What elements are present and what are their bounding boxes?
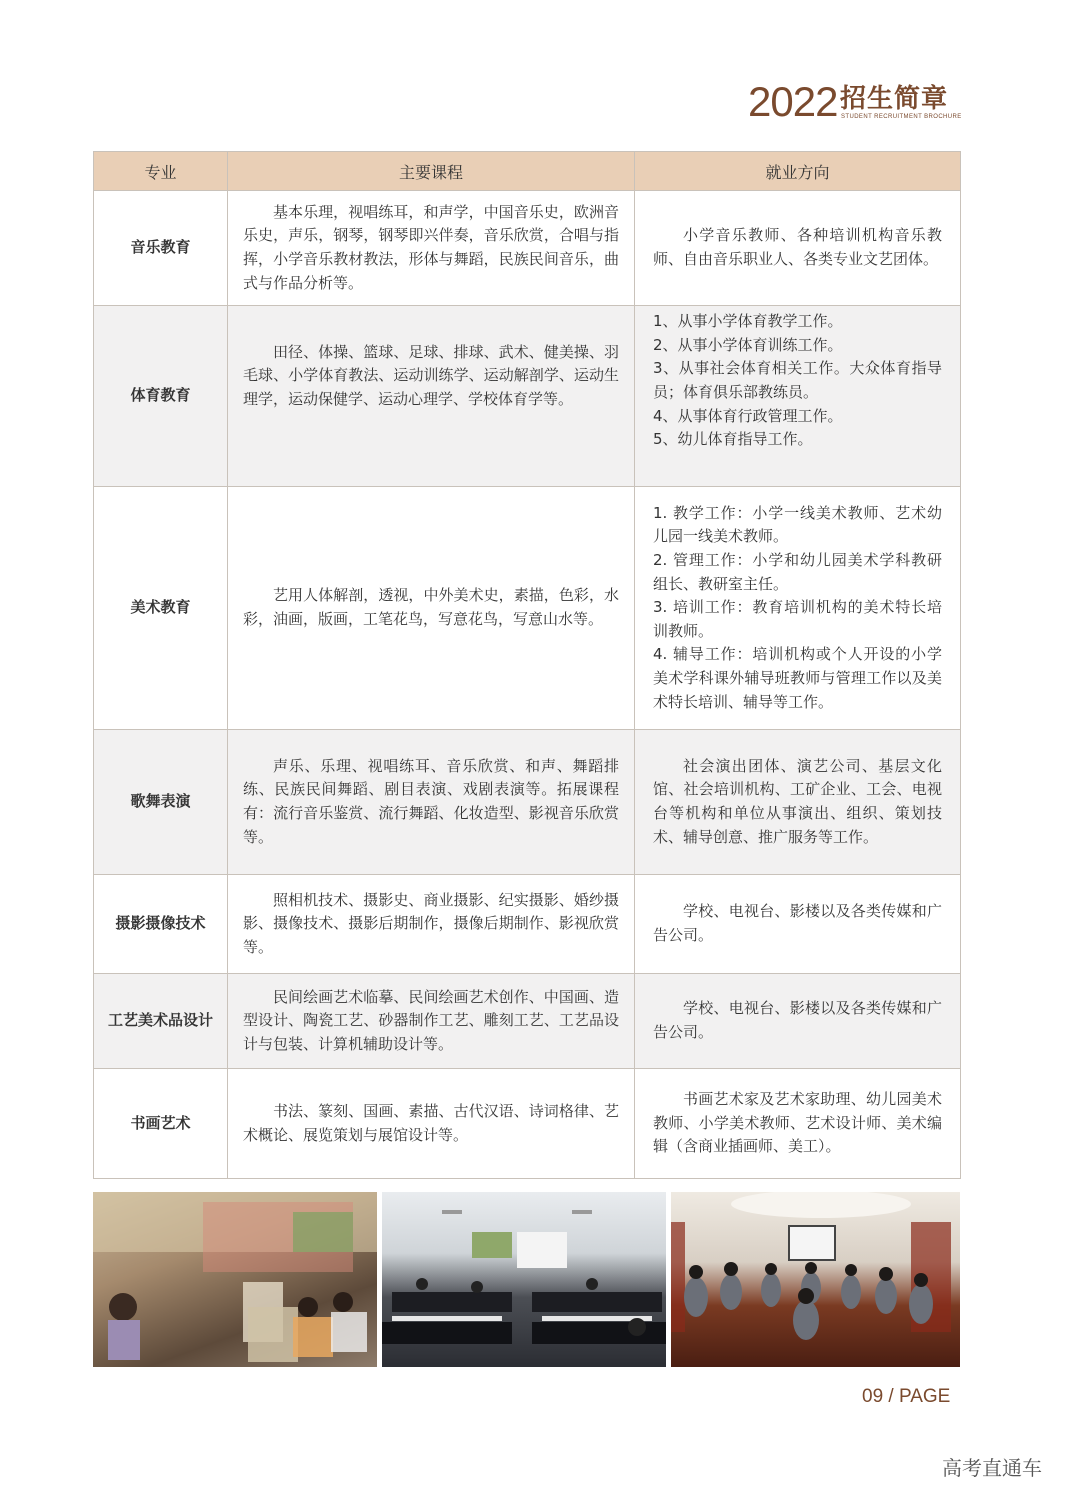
courses-text: 基本乐理，视唱练耳，和声学，中国音乐史，欧洲音乐史，声乐，钢琴，钢琴即兴伴奏，音乐欣赏，合唱与指挥，小学音乐教材教法，形体与舞蹈，民族民间音乐，曲式与作品分析等。	[243, 202, 619, 292]
major-name: 体育教育	[94, 306, 228, 487]
courses-text: 照相机技术、摄影史、商业摄影、纪实摄影、婚纱摄影、摄像技术、摄影后期制作，摄像后期制作、影视欣赏等。	[243, 890, 619, 956]
courses-text: 田径、体操、篮球、足球、排球、武术、健美操、羽毛球、小学体育教法、运动训练学、运动解剖学、运动生理学，运动保健学、运动心理学、学校体育学等。	[243, 342, 619, 408]
career-text: 社会演出团体、演艺公司、基层文化馆、社会培训机构、工矿企业、工会、电视台等机构和单位从事演出、组织、策划技术、辅导创意、推广服务等工作。	[653, 756, 942, 846]
career-item: 2、从事小学体育训练工作。	[653, 335, 843, 354]
career-text: 学校、电视台、影楼以及各类传媒和广告公司。	[653, 902, 942, 944]
table-row	[94, 487, 961, 730]
career-item: 3. 培训工作：教育培训机构的美术特长培训教师。	[653, 598, 942, 640]
major-courses	[228, 191, 635, 306]
career-item: 1、从事小学体育教学工作。	[653, 312, 843, 331]
career-item: 2. 管理工作：小学和幼儿园美术学科教研组长、教研室主任。	[653, 551, 942, 593]
brochure-title: 招生简章	[840, 84, 949, 114]
header-careers: 就业方向	[635, 152, 961, 191]
major-courses	[228, 730, 635, 875]
major-courses	[228, 487, 635, 730]
art-studio-photo	[93, 1192, 377, 1367]
brochure-year: 2022	[748, 78, 838, 125]
career-item: 4、从事体育行政管理工作。	[653, 406, 843, 425]
career-text: 书画艺术家及艺术家助理、幼儿园美术教师、小学美术教师、艺术设计师、美术编辑（含商业插画师、美工）。	[653, 1090, 942, 1156]
major-careers	[635, 191, 961, 306]
header-major: 专业	[94, 152, 228, 191]
career-item: 1. 教学工作：小学一线美术教师、艺术幼儿园一线美术教师。	[653, 503, 942, 546]
brochure-logo	[748, 80, 960, 124]
table-row	[94, 1069, 961, 1179]
career-text: 学校、电视台、影楼以及各类传媒和广告公司。	[653, 999, 942, 1041]
major-careers	[635, 487, 961, 730]
major-careers	[635, 306, 961, 487]
watermark: 高考直通车	[942, 1456, 1042, 1480]
courses-text: 声乐、乐理、视唱练耳、音乐欣赏、和声、舞蹈排练、民族民间舞蹈、剧目表演、戏剧表演等。拓展课程有：流行音乐鉴赏、流行舞蹈、化妆造型、影视音乐欣赏等。	[243, 756, 619, 846]
major-courses	[228, 875, 635, 974]
majors-table	[93, 151, 961, 1179]
courses-text: 民间绘画艺术临摹、民间绘画艺术创作、中国画、造型设计、陶瓷工艺、砂器制作工艺、雕刻工艺、工艺品设计与包装、计算机辅助设计等。	[243, 987, 619, 1053]
career-item: 5、幼儿体育指导工作。	[653, 430, 813, 449]
photo-strip	[93, 1192, 960, 1367]
dance-studio-photo	[671, 1192, 960, 1367]
header-courses: 主要课程	[228, 152, 635, 191]
career-text: 小学音乐教师、各种培训机构音乐教师、自由音乐职业人、各类专业文艺团体。	[653, 226, 942, 268]
major-careers	[635, 1069, 961, 1179]
career-item: 4. 辅导工作：培训机构或个人开设的小学美术学科课外辅导班教师与管理工作以及美术特长培训、辅导等工作。	[653, 645, 942, 711]
major-name: 书画艺术	[94, 1069, 228, 1179]
table-row	[94, 191, 961, 306]
table-row	[94, 974, 961, 1069]
table-row	[94, 306, 961, 487]
page-number: 09 / PAGE	[862, 1386, 951, 1407]
career-item: 3、从事社会体育相关工作。大众体育指导员；体育俱乐部教练员。	[653, 359, 942, 401]
major-careers	[635, 730, 961, 875]
table-header-row	[94, 152, 961, 191]
major-name: 歌舞表演	[94, 730, 228, 875]
major-careers	[635, 974, 961, 1069]
piano-classroom-photo	[382, 1192, 666, 1367]
brochure-subtitle: STUDENT RECRUITMENT BROCHURE	[841, 114, 962, 120]
major-name: 音乐教育	[94, 191, 228, 306]
table-row	[94, 730, 961, 875]
major-name: 摄影摄像技术	[94, 875, 228, 974]
major-courses	[228, 974, 635, 1069]
courses-text: 艺用人体解剖，透视，中外美术史，素描，色彩，水彩，油画，版画，工笔花鸟，写意花鸟，写意山水等。	[243, 586, 619, 628]
table-row	[94, 875, 961, 974]
courses-text: 书法、篆刻、国画、素描、古代汉语、诗词格律、艺术概论、展览策划与展馆设计等。	[243, 1101, 619, 1144]
major-name: 美术教育	[94, 487, 228, 730]
major-name: 工艺美术品设计	[94, 974, 228, 1069]
major-courses	[228, 306, 635, 487]
major-courses	[228, 1069, 635, 1179]
major-careers	[635, 875, 961, 974]
